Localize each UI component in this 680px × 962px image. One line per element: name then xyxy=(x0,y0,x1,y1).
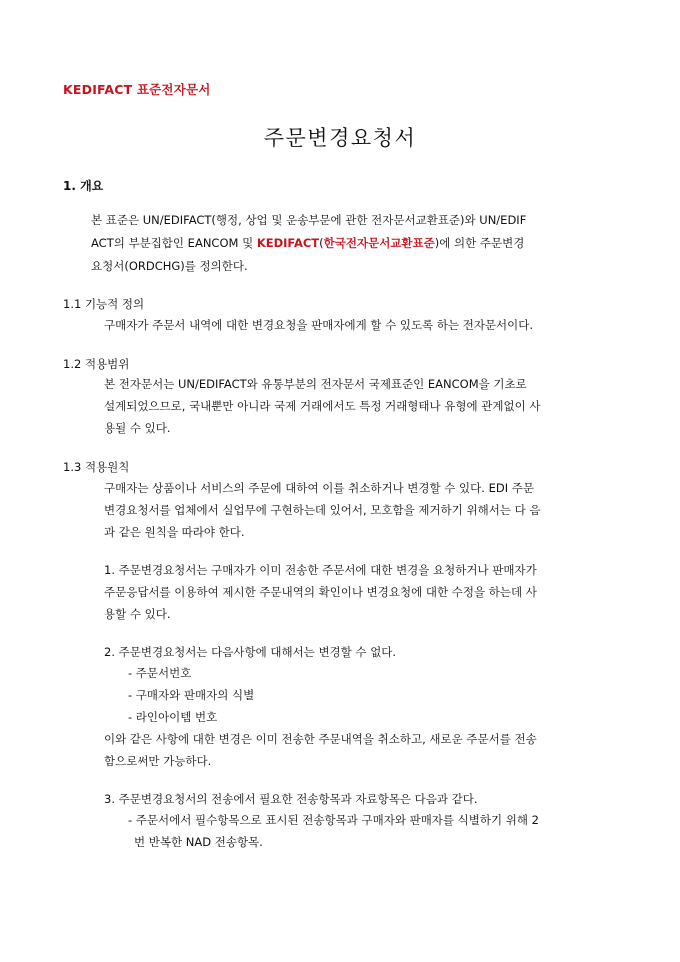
overview-line-prefix: ACT의 부분집합인 EANCOM 및 xyxy=(91,236,257,250)
principles-intro-line: 구매자는 상품이나 서비스의 주문에 대하여 이를 취소하거나 변경할 수 있다. EDI 주문 xyxy=(104,481,534,495)
functional-definition-heading: 1.1 기능적 정의 xyxy=(63,297,145,311)
principle-2-list-item: - 구매자와 판매자의 식별 xyxy=(128,688,255,702)
principle-3-line: 3. 주문변경요청서의 전송에서 필요한 전송항목과 자료항목은 다음과 같다. xyxy=(104,792,478,806)
principle-3-list-item: - 주문서에서 필수항목으로 표시된 전송항목과 구매자와 판매자를 식별하기 위해 2 xyxy=(128,813,539,827)
scope-heading: 1.2 적용범위 xyxy=(63,357,130,371)
scope-paragraph-line: 용될 수 있다. xyxy=(104,421,171,435)
korean-standard-highlight: 한국전자문서교환표준 xyxy=(323,236,435,250)
principle-2-list-item: - 라인아이템 번호 xyxy=(128,710,218,724)
section-overview-heading: 1. 개요 xyxy=(63,179,104,193)
overview-paragraph-line: 요청서(ORDCHG)를 정의한다. xyxy=(91,259,248,273)
kedifact-highlight: KEDIFACT xyxy=(256,236,320,250)
principle-2-note-line: 함으로써만 가능하다. xyxy=(104,754,212,768)
scope-paragraph-line: 본 전자문서는 UN/EDIFACT와 유통부분의 전자문서 국제표준인 EANCOM을 기초로 xyxy=(104,377,527,391)
overview-paragraph-line xyxy=(91,236,524,250)
overview-line-suffix: 에 의한 주문변경 xyxy=(439,236,525,250)
principle-2-line: 2. 주문변경요청서는 다음사항에 대해서는 변경할 수 없다. xyxy=(104,645,397,659)
document-title: 주문변경요청서 xyxy=(263,126,417,150)
principles-heading: 1.3 적용원칙 xyxy=(63,460,130,474)
scope-paragraph-line: 설계되었으므로, 국내뿐만 아니라 국제 거래에서도 특정 거래형태나 유형에 관계없이 사 xyxy=(104,399,541,413)
principle-2-note-line: 이와 같은 사항에 대한 변경은 이미 전송한 주문내역을 취소하고, 새로운 주문서를 전송 xyxy=(104,732,537,746)
principle-1-line: 주문응답서를 이용하여 제시한 주문내역의 확인이나 변경요청에 대한 수정을 하는데 사 xyxy=(104,585,537,599)
overview-paren-close: ) xyxy=(434,236,440,250)
principle-2-list-item: - 주문서번호 xyxy=(128,666,192,680)
principle-1-line: 용할 수 있다. xyxy=(104,607,171,621)
principles-intro-line: 과 같은 원칙을 따라야 한다. xyxy=(104,525,245,539)
principles-intro-line: 변경요청서를 업체에서 실업무에 구현하는데 있어서, 모호함을 제거하기 위해서는 다 음 xyxy=(104,503,541,517)
standard-label: KEDIFACT 표준전자문서 xyxy=(63,82,211,97)
functional-definition-text: 구매자가 주문서 내역에 대한 변경요청을 판매자에게 할 수 있도록 하는 전자문서이다. xyxy=(104,318,534,332)
principle-1-line: 1. 주문변경요청서는 구매자가 이미 전송한 주문서에 대한 변경을 요청하거나 판매자가 xyxy=(104,563,537,577)
overview-paren-open: ( xyxy=(319,236,324,250)
overview-paragraph-line: 본 표준은 UN/EDIFACT(행정, 상업 및 운송부문에 관한 전자문서교환표준)와 UN/EDIF xyxy=(91,213,527,227)
principle-3-list-item: 번 반복한 NAD 전송항목. xyxy=(134,835,263,849)
